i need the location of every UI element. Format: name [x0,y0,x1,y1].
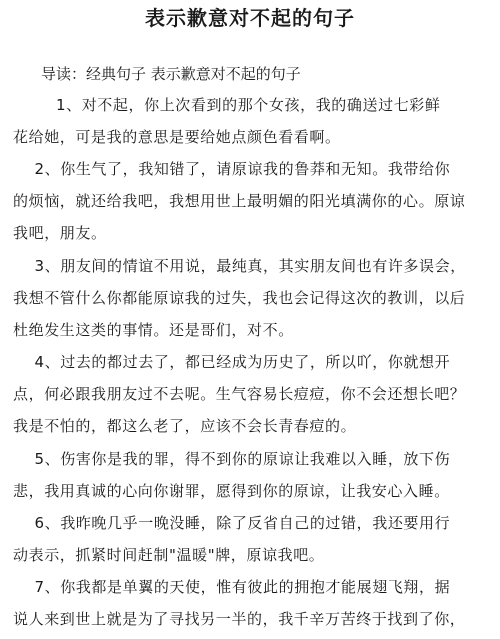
text-line: 点，何必跟我朋友过不去呢。生气容易长痘痘，你不会还想长吧？ [13,385,466,403]
text-line: 3、朋友间的情谊不用说，最纯真，其实朋友间也有许多误会， [13,257,466,275]
text-line: 的烦恼，就还给我吧，我想用世上最明媚的阳光填满你的心。原谅 [13,192,466,210]
text-line: 动表示，抓紧时间赶制"温暖"牌，原谅我吧。 [13,546,325,564]
text-line: 6、我昨晚几乎一晚没睡，除了反省自己的过错，我还要用行 [13,514,451,532]
document-title: 表示歉意对不起的句子 [145,6,355,30]
text-line: 5、伤害你是我的罪，得不到你的原谅让我难以入睡，放下伤 [13,450,451,468]
text-line: 7、你我都是单翼的天使，惟有彼此的拥抱才能展翅飞翔，据 [13,578,451,596]
text-line: 我吧，朋友。 [13,224,107,242]
text-line: 1、对不起，你上次看到的那个女孩，我的确送过七彩鲜 [13,96,441,114]
text-line: 花给她，可是我的意思是要给她点颜色看看啊。 [13,128,341,146]
text-line: 我想不管什么你都能原谅我的过失，我也会记得这次的教训，以后 [13,289,466,307]
text-line: 杜绝发生这类的事情。还是哥们，对不。 [13,321,294,339]
intro-line: 导读：经典句子 表示歉意对不起的句子 [41,65,301,83]
text-line: 4、过去的都过去了，都已经成为历史了，所以吖，你就想开 [13,353,451,371]
text-line: 2、你生气了，我知错了，请原谅我的鲁莽和无知。我带给你 [13,160,451,178]
text-line: 说人来到世上就是为了寻找另一半的，我千辛万苦终于找到了你， [13,610,466,628]
text-line: 悲，我用真诚的心向你谢罪，愿得到你的原谅，让我安心入睡。 [13,482,450,500]
text-line: 我是不怕的，都这么老了，应该不会长青春痘的。 [13,417,357,435]
